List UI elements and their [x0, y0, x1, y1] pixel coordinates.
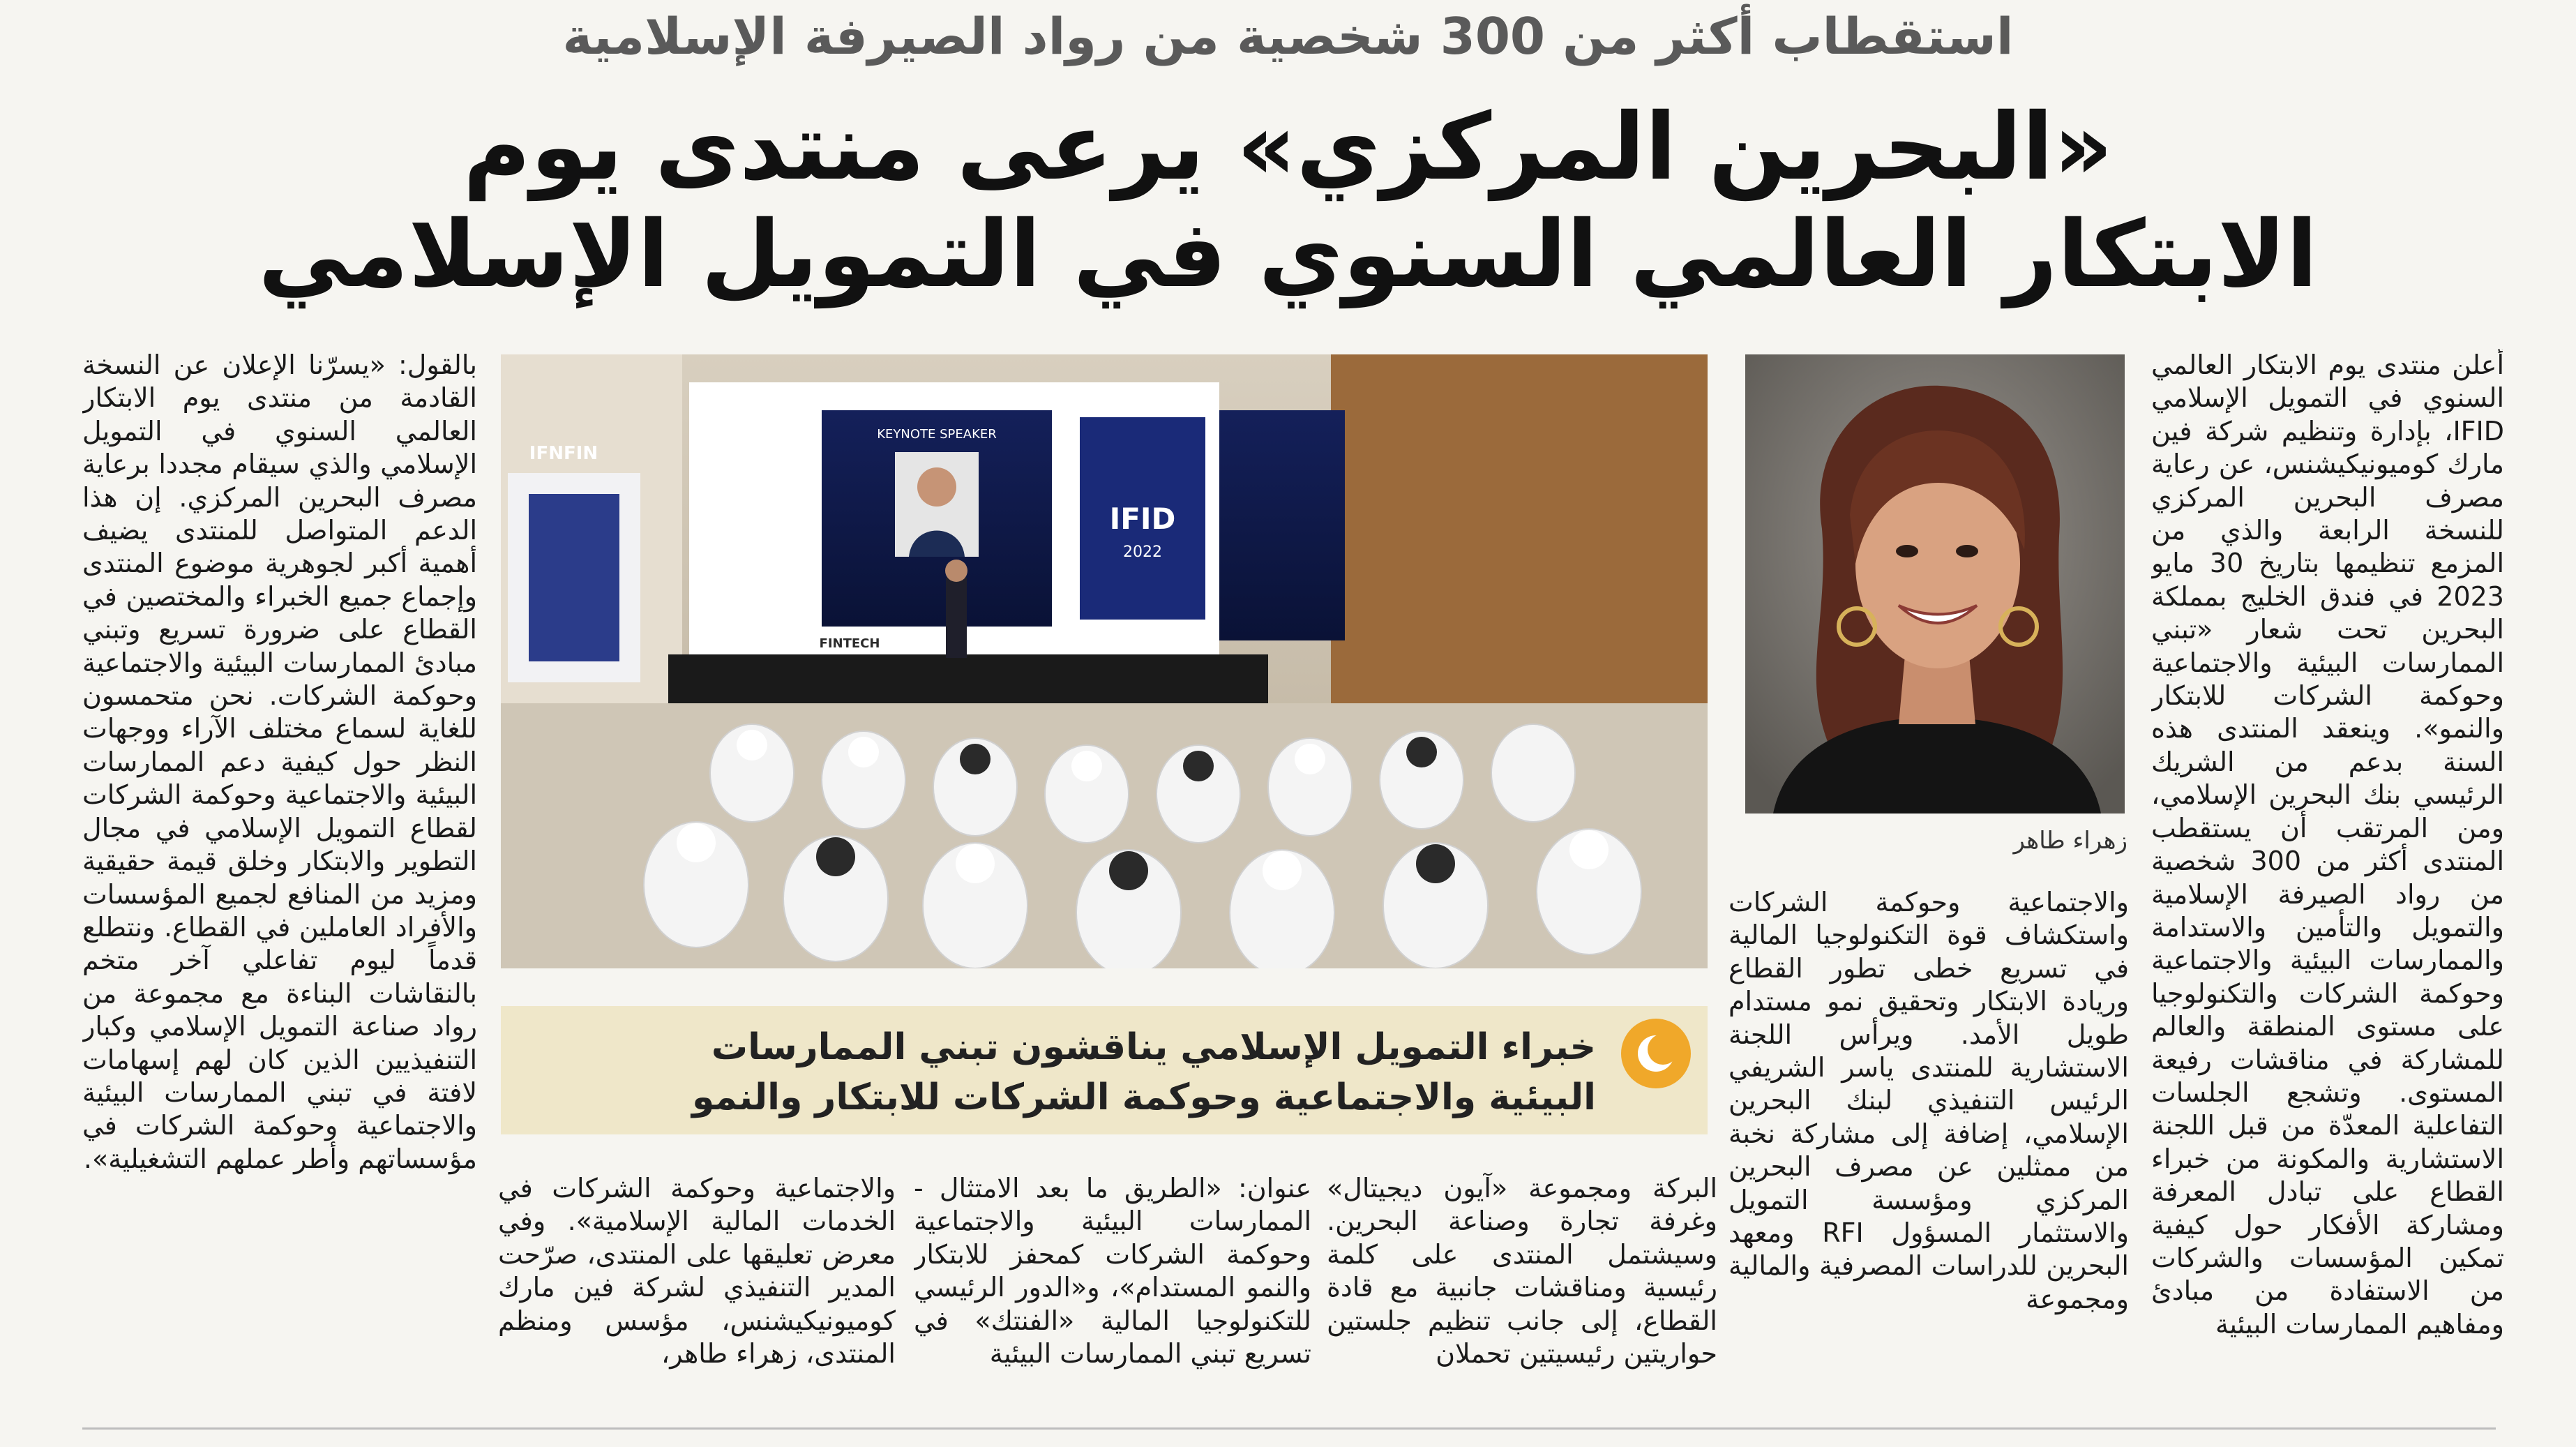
portrait-illustration	[1745, 354, 2125, 814]
event-name-text: IFID	[1109, 502, 1176, 536]
pull-quote-line-2: البيئية والاجتماعية وحوكمة الشركات للابتكار والنمو	[691, 1077, 1596, 1118]
column-3-text: البركة ومجموعة «آيون ديجيتال» وغرفة تجارة وصناعة البحرين. وسيشتمل المنتدى على كلمة رئيسية ومناقشات جانبية مع قادة القطاع، إلى جانب تنظيم جلستين حواريتين رئيسيتين تحملان	[1327, 1173, 1717, 1370]
pull-quote-line-1: خبراء التمويل الإسلامي يناقشون تبني الممارسات	[711, 1026, 1596, 1068]
article-column-1	[2151, 349, 2504, 1423]
sponsor-logo-2: FINTECH	[819, 636, 880, 651]
crescent-icon	[1621, 1019, 1691, 1088]
column-1-text: أعلن منتدى يوم الابتكار العالمي السنوي في التمويل الإسلامي IFID، بإدارة وتنظيم شركة فين مارك كوميونيكيشنس، عن رعاية مصرف البحرين المركزي للنسخة الرابعة والذي من المزمع تنظيمها بتاريخ 30 مايو 2023 في فندق الخليج بمملكة البحرين تحت شعار «تبني الممارسات البيئية والاجتماعية وحوكمة الشركات للابتكار والنمو». وينعقد المنتدى هذه السنة بدعم من الشريك الرئيسي بنك البحرين الإسلامي، ومن المرتقب أن يستقطب المنتدى أكثر من 300 شخصية من رواد الصيرفة الإسلامية والتمويل والتأمين والاستدامة والممارسات البيئية والاجتماعية وحوكمة الشركات والتكنولوجيا على مستوى المنطقة والعالم للمشاركة في مناقشات رفيعة المستوى. وتشجع الجلسات التفاعلية المعدّة من قبل اللجنة الاستشارية والمكونة من خبراء القطاع على تبادل المعرفة ومشاركة الأفكار حول كيفية تمكين المؤسسات والشركات من الاستفادة من مبادئ ومفاهيم الممارسات البيئية	[2151, 350, 2504, 1340]
stage-screen-label: KEYNOTE SPEAKER	[877, 427, 997, 442]
event-illustration	[501, 354, 1708, 968]
article-column-6	[82, 349, 477, 1423]
article-column-4	[914, 1172, 1311, 1423]
column-5-text: والاجتماعية وحوكمة الشركات في الخدمات المالية الإسلامية». وفي معرض تعليقها على المنتدى، صرّحت المدير التنفيذي لشركة فين مارك كوميونيكيشنس، مؤسس ومنظم المنتدى، زهراء طاهر،	[498, 1173, 896, 1370]
pull-quote-box	[501, 1006, 1708, 1134]
article-column-3	[1327, 1172, 1717, 1423]
column-4-text: عنوان: «الطريق ما بعد الامتثال - الممارسات البيئية والاجتماعية وحوكمة الشركات كمحفز للابتكار والنمو المستدام»، و«الدور الرئيسي للتكنولوجيا المالية «الفنتك» في تسريع تبني الممارسات البيئية	[914, 1173, 1311, 1370]
photo-caption: زهراء طاهر	[2013, 827, 2127, 855]
headline-line-2: الابتكار العالمي السنوي في التمويل الإسلامي	[258, 201, 2318, 308]
column-2-text: والاجتماعية وحوكمة الشركات واستكشاف قوة التكنولوجيا المالية في تسريع خطى تطور القطاع وريادة الابتكار وتحقيق نمو مستدام طويل الأمد. ويرأس اللجنة الاستشارية للمنتدى ياسر الشريفي الرئيس التنفيذي لبنك البحرين الإسلامي، إضافة إلى مشاركة نخبة من ممثلين عن مصرف البحرين المركزي ومؤسسة التمويل والاستثمار المسؤول RFI ومعهد البحرين للدراسات المصرفية والمالية ومجموعة	[1728, 887, 2129, 1314]
article-column-2	[1728, 886, 2129, 1423]
portrait-photo	[1745, 354, 2125, 814]
kicker-subheading: استقطاب أكثر من 300 شخصية من رواد الصيرفة الإسلامية	[562, 7, 2014, 66]
article-column-5	[498, 1172, 896, 1423]
bottom-divider	[82, 1427, 2496, 1430]
sponsor-logo-1: IFNFIN	[529, 443, 598, 464]
column-6-text: بالقول: «يسرّنا الإعلان عن النسخة القادمة من منتدى يوم الابتكار العالمي السنوي في التمويل الإسلامي والذي سيقام مجددا برعاية مصرف البحرين المركزي. إن هذا الدعم المتواصل للمنتدى يضيف أهمية أكبر لجوهرية موضوع المنتدى وإجماع جميع الخبراء والمختصين في القطاع على ضرورة تسريع وتبني مبادئ الممارسات البيئية والاجتماعية وحوكمة الشركات. نحن متحمسون للغاية لسماع مختلف الآراء ووجهات النظر حول كيفية دعم الممارسات البيئية والاجتماعية وحوكمة الشركات لقطاع التمويل الإسلامي في مجال التطوير والابتكار وخلق قيمة حقيقية ومزيد من المنافع لجميع المؤسسات والأفراد العاملين في القطاع. ونتطلع قدماً ليوم تفاعلي آخر متخم بالنقاشات البناءة مع مجموعة من رواد صناعة التمويل الإسلامي وكبار التنفيذيين الذين كان لهم إسهامات لافتة في تبني الممارسات البيئية والاجتماعية وحوكمة الشركات في مؤسساتهم وأطر عملهم التشغيلية».	[82, 350, 477, 1174]
event-photo	[501, 354, 1708, 968]
headline-line-1: «البحرين المركزي» يرعى منتدى يوم	[462, 93, 2114, 201]
event-year-text: 2022	[1123, 543, 1162, 561]
